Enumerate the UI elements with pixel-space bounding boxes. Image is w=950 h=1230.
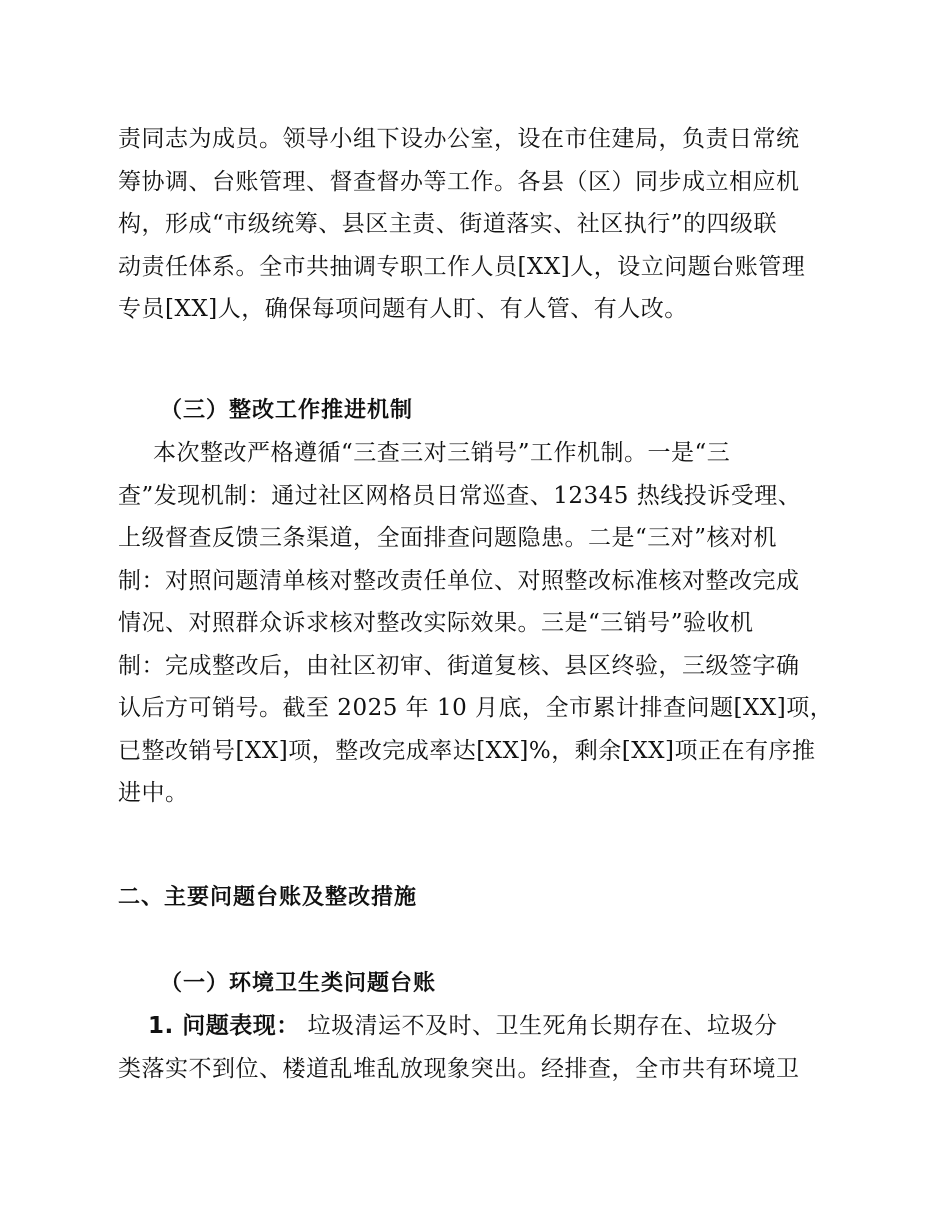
paragraph-rectification-mechanism <box>118 432 833 815</box>
text-line: 查”发现机制：通过社区网格员日常巡查、12345 热线投诉受理、 <box>118 482 802 509</box>
section-heading-environment-ledger: （一）环境卫生类问题台账 <box>160 971 437 996</box>
text-line <box>118 1005 833 1048</box>
item-label: 1. 问题表现： <box>148 1013 300 1039</box>
text-line: 动责任体系。全市共抽调专职工作人员[XX]人，设立问题台账管理 <box>118 253 806 280</box>
text-line: 本次整改严格遵循“三查三对三销号”工作机制。一是“三 <box>153 440 731 466</box>
text-line: 类落实不到位、楼道乱堆乱放现象突出。经排查，全市共有环境卫 <box>118 1055 800 1082</box>
text-line: 已整改销号[XX]项，整改完成率达[XX]%，剩余[XX]项正在有序推 <box>118 737 816 764</box>
paragraph-leadership-office <box>118 118 833 331</box>
text-line: 责同志为成员。领导小组下设办公室，设在市住建局，负责日常统 <box>118 126 800 152</box>
text-line: 专员[XX]人，确保每项问题有人盯、有人管、有人改。 <box>118 296 688 322</box>
text-line: 情况、对照群众诉求核对整改实际效果。三是“三销号”验收机 <box>118 610 754 636</box>
section-heading-rectification-mechanism: （三）整改工作推进机制 <box>160 398 414 423</box>
text-line: 进中。 <box>118 780 189 806</box>
text-line: 构，形成“市级统筹、县区主责、街道落实、社区执行”的四级联 <box>118 211 778 237</box>
text-line: 筹协调、台账管理、督查督办等工作。各县（区）同步成立相应机 <box>118 168 800 195</box>
text-line: 上级督查反馈三条渠道，全面排查问题隐患。二是“三对”核对机 <box>118 525 778 551</box>
text-line: 制：完成整改后，由社区初审、街道复核、县区终验，三级签字确 <box>118 652 800 679</box>
item-text: 垃圾清运不及时、卫生死角长期存在、垃圾分 <box>299 1013 778 1039</box>
text-line: 制：对照问题清单核对整改责任单位、对照整改标准核对整改完成 <box>118 567 800 594</box>
text-line: 认后方可销号。截至 2025 年 10 月底，全市累计排查问题[XX]项， <box>118 695 834 721</box>
chapter-heading-main-issues: 二、主要问题台账及整改措施 <box>118 885 418 910</box>
paragraph-environment-issues <box>118 1005 833 1090</box>
